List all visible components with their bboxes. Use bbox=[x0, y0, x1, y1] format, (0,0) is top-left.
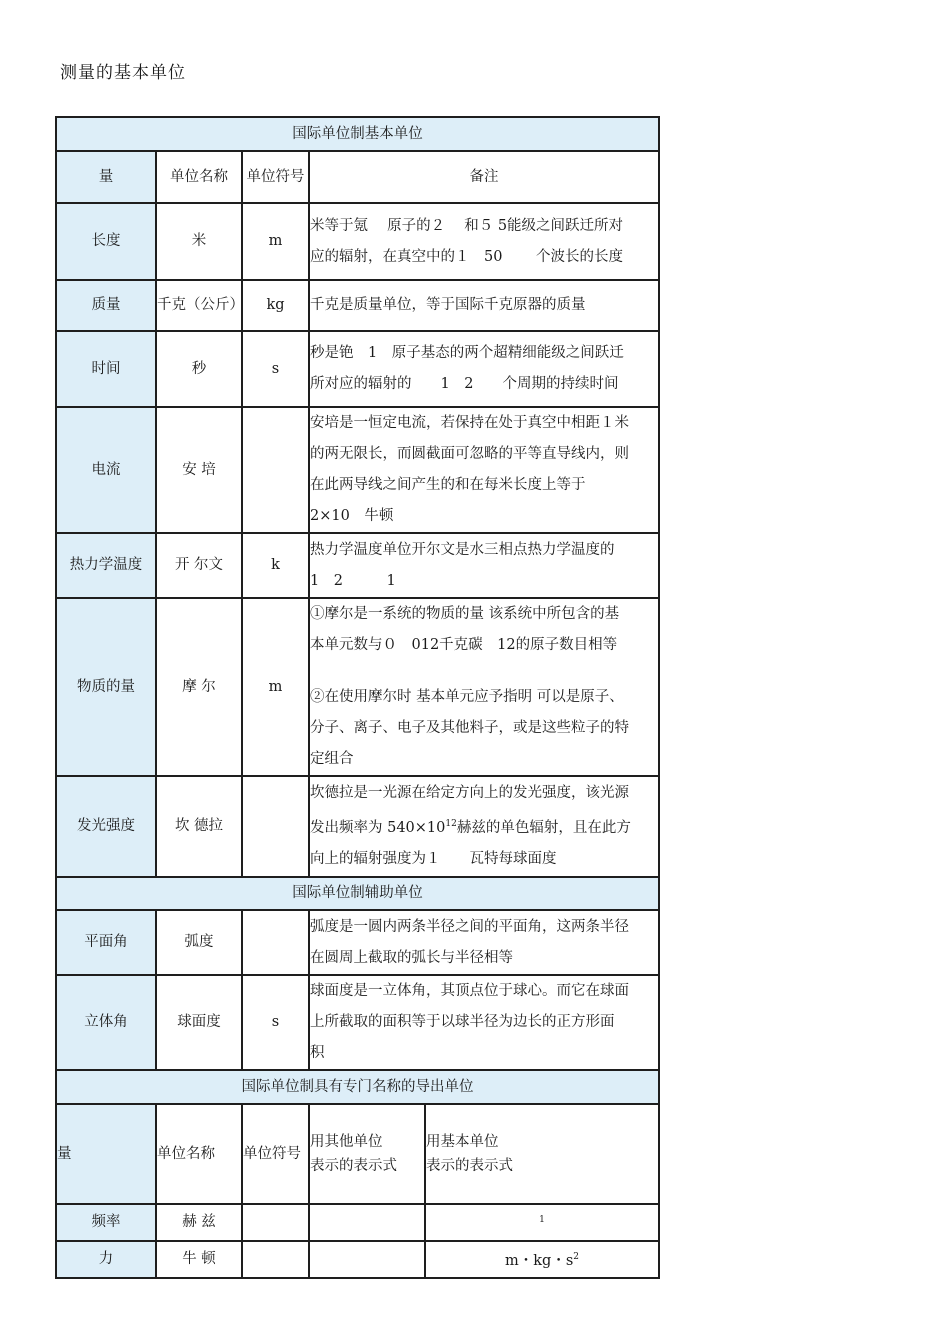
note-cell bbox=[309, 910, 659, 975]
paragraph-gap bbox=[310, 661, 658, 682]
other-units-cell bbox=[309, 1241, 425, 1278]
table-row bbox=[56, 407, 659, 533]
quantity-cell: 电流 bbox=[56, 407, 156, 533]
table-row bbox=[56, 203, 659, 280]
header-line: 表示的表示式 bbox=[426, 1158, 513, 1174]
quantity-cell: 立体角 bbox=[56, 975, 156, 1070]
col-header-other-units bbox=[309, 1104, 425, 1204]
quantity-cell: 长度 bbox=[56, 203, 156, 280]
unit-symbol-cell: s bbox=[242, 331, 309, 407]
header-line: 用其他单位 bbox=[310, 1134, 383, 1150]
superscript: 1 bbox=[539, 1215, 545, 1225]
quantity-cell: 质量 bbox=[56, 280, 156, 331]
column-header-row bbox=[56, 1104, 659, 1204]
col-header-base-units bbox=[425, 1104, 659, 1204]
note-line: 向上的辐射强度为１ 瓦特每球面度 bbox=[310, 850, 557, 867]
table-row bbox=[56, 533, 659, 598]
header-line: 用基本单位 bbox=[426, 1134, 499, 1150]
unit-symbol-cell bbox=[242, 776, 309, 877]
quantity-cell: 物质的量 bbox=[56, 598, 156, 776]
unit-name-cell: 赫 兹 bbox=[156, 1204, 242, 1241]
unit-symbol-cell: m bbox=[242, 598, 309, 776]
base-expression: m・kg・s bbox=[505, 1252, 574, 1269]
note-line: 米等于氪 原子的２ 和５ 5能级之间跃迁所对 bbox=[310, 217, 624, 234]
col-header-unit-name: 单位名称 bbox=[156, 151, 242, 203]
si-units-table bbox=[55, 116, 660, 1279]
unit-name-cell: 千克（公斤） bbox=[156, 280, 242, 331]
note-line: 积 bbox=[310, 1045, 325, 1061]
note-cell bbox=[309, 533, 659, 598]
col-header-unit-name: 单位名称 bbox=[156, 1104, 242, 1204]
col-header-note: 备注 bbox=[309, 151, 659, 203]
table-row bbox=[56, 1241, 659, 1278]
note-line: 安培是一恒定电流，若保持在处于真空中相距１米 bbox=[310, 415, 629, 431]
quantity-cell: 发光强度 bbox=[56, 776, 156, 877]
section-header-row bbox=[56, 1070, 659, 1104]
note-line: 在圆周上截取的弧长与半径相等 bbox=[310, 949, 513, 966]
table-row bbox=[56, 1204, 659, 1241]
unit-symbol-cell bbox=[242, 1241, 309, 1278]
note-line: 在此两导线之间产生的和在每米长度上等于 bbox=[310, 477, 586, 493]
note-line: 本单元数与０ 012千克碳 12的原子数目相等 bbox=[310, 637, 618, 653]
col-header-quantity: 量 bbox=[56, 151, 156, 203]
note-line: 弧度是一圆内两条半径之间的平面角，这两条半径 bbox=[310, 918, 629, 935]
header-line: 表示的表示式 bbox=[310, 1158, 397, 1174]
unit-symbol-cell bbox=[242, 1204, 309, 1241]
col-header-quantity: 量 bbox=[56, 1104, 156, 1204]
note-cell bbox=[309, 331, 659, 407]
unit-symbol-cell: kg bbox=[242, 280, 309, 331]
note-line: 1 2 1 bbox=[310, 572, 396, 589]
derived-units-heading: 国际单位制具有专门名称的导出单位 bbox=[56, 1070, 659, 1104]
note-cell bbox=[309, 598, 659, 776]
note-line: 的两无限长，而圆截面可忽略的平等直导线内，则 bbox=[310, 446, 629, 462]
note-cell bbox=[309, 280, 659, 331]
note-text: 发出频率为 540×10 bbox=[310, 819, 446, 836]
section-header-row bbox=[56, 877, 659, 910]
note-line: 坎德拉是一光源在给定方向上的发光强度，该光源 bbox=[310, 785, 629, 802]
unit-name-cell: 米 bbox=[156, 203, 242, 280]
note-line: ②在使用摩尔时 基本单元应予指明 可以是原子、 bbox=[310, 689, 624, 705]
unit-name-cell: 秒 bbox=[156, 331, 242, 407]
unit-name-cell: 牛 顿 bbox=[156, 1241, 242, 1278]
note-line: 应的辐射，在真空中的１ 50 个波长的长度 bbox=[310, 248, 624, 265]
column-header-row bbox=[56, 151, 659, 203]
table-row bbox=[56, 598, 659, 776]
note-cell bbox=[309, 203, 659, 280]
note-line: ①摩尔是一系统的物质的量 该系统中所包含的基 bbox=[310, 606, 620, 622]
unit-name-cell: 球面度 bbox=[156, 975, 242, 1070]
quantity-cell: 时间 bbox=[56, 331, 156, 407]
superscript: 2 bbox=[573, 1251, 579, 1262]
table-row bbox=[56, 776, 659, 877]
note-cell bbox=[309, 407, 659, 533]
supplementary-units-heading: 国际单位制辅助单位 bbox=[56, 877, 659, 910]
unit-symbol-cell bbox=[242, 407, 309, 533]
unit-symbol-cell: s bbox=[242, 975, 309, 1070]
other-units-cell bbox=[309, 1204, 425, 1241]
col-header-unit-symbol: 单位符号 bbox=[242, 151, 309, 203]
note-line: 秒是铯 1 原子基态的两个超精细能级之间跃迁 bbox=[310, 345, 624, 361]
note-line: 千克是质量单位，等于国际千克原器的质量 bbox=[310, 297, 586, 313]
unit-symbol-cell: m bbox=[242, 203, 309, 280]
quantity-cell: 平面角 bbox=[56, 910, 156, 975]
unit-name-cell: 弧度 bbox=[156, 910, 242, 975]
table-row bbox=[56, 331, 659, 407]
table-row bbox=[56, 280, 659, 331]
note-line: 分子、离子、电子及其他料子，或是这些粒子的特 bbox=[310, 720, 629, 736]
col-header-unit-symbol: 单位符号 bbox=[242, 1104, 309, 1204]
section-header-row bbox=[56, 117, 659, 151]
unit-symbol-cell: k bbox=[242, 533, 309, 598]
unit-name-cell: 坎 德拉 bbox=[156, 776, 242, 877]
table-row bbox=[56, 975, 659, 1070]
note-line: 上所截取的面积等于以球半径为边长的正方形面 bbox=[310, 1014, 615, 1030]
quantity-cell: 频率 bbox=[56, 1204, 156, 1241]
unit-name-cell: 安 培 bbox=[156, 407, 242, 533]
quantity-cell: 热力学温度 bbox=[56, 533, 156, 598]
base-units-heading: 国际单位制基本单位 bbox=[56, 117, 659, 151]
note-line: 所对应的辐射的 1 2 个周期的持续时间 bbox=[310, 376, 619, 392]
unit-symbol-cell bbox=[242, 910, 309, 975]
superscript: 12 bbox=[445, 819, 457, 830]
document-title: 测量的基本单位 bbox=[60, 63, 186, 83]
table-row bbox=[56, 910, 659, 975]
note-cell bbox=[309, 975, 659, 1070]
base-units-cell bbox=[425, 1204, 659, 1241]
unit-name-cell: 开 尔文 bbox=[156, 533, 242, 598]
note-line: 定组合 bbox=[310, 751, 354, 767]
note-line: 2×10 牛顿 bbox=[310, 508, 394, 524]
note-line bbox=[310, 809, 658, 844]
note-line: 热力学温度单位开尔文是水三相点热力学温度的 bbox=[310, 541, 615, 558]
note-line: 球面度是一立体角，其顶点位于球心。而它在球面 bbox=[310, 983, 629, 999]
note-cell bbox=[309, 776, 659, 877]
unit-name-cell: 摩 尔 bbox=[156, 598, 242, 776]
note-text: 赫兹的单色辐射，且在此方 bbox=[456, 819, 631, 836]
base-units-cell bbox=[425, 1241, 659, 1278]
quantity-cell: 力 bbox=[56, 1241, 156, 1278]
